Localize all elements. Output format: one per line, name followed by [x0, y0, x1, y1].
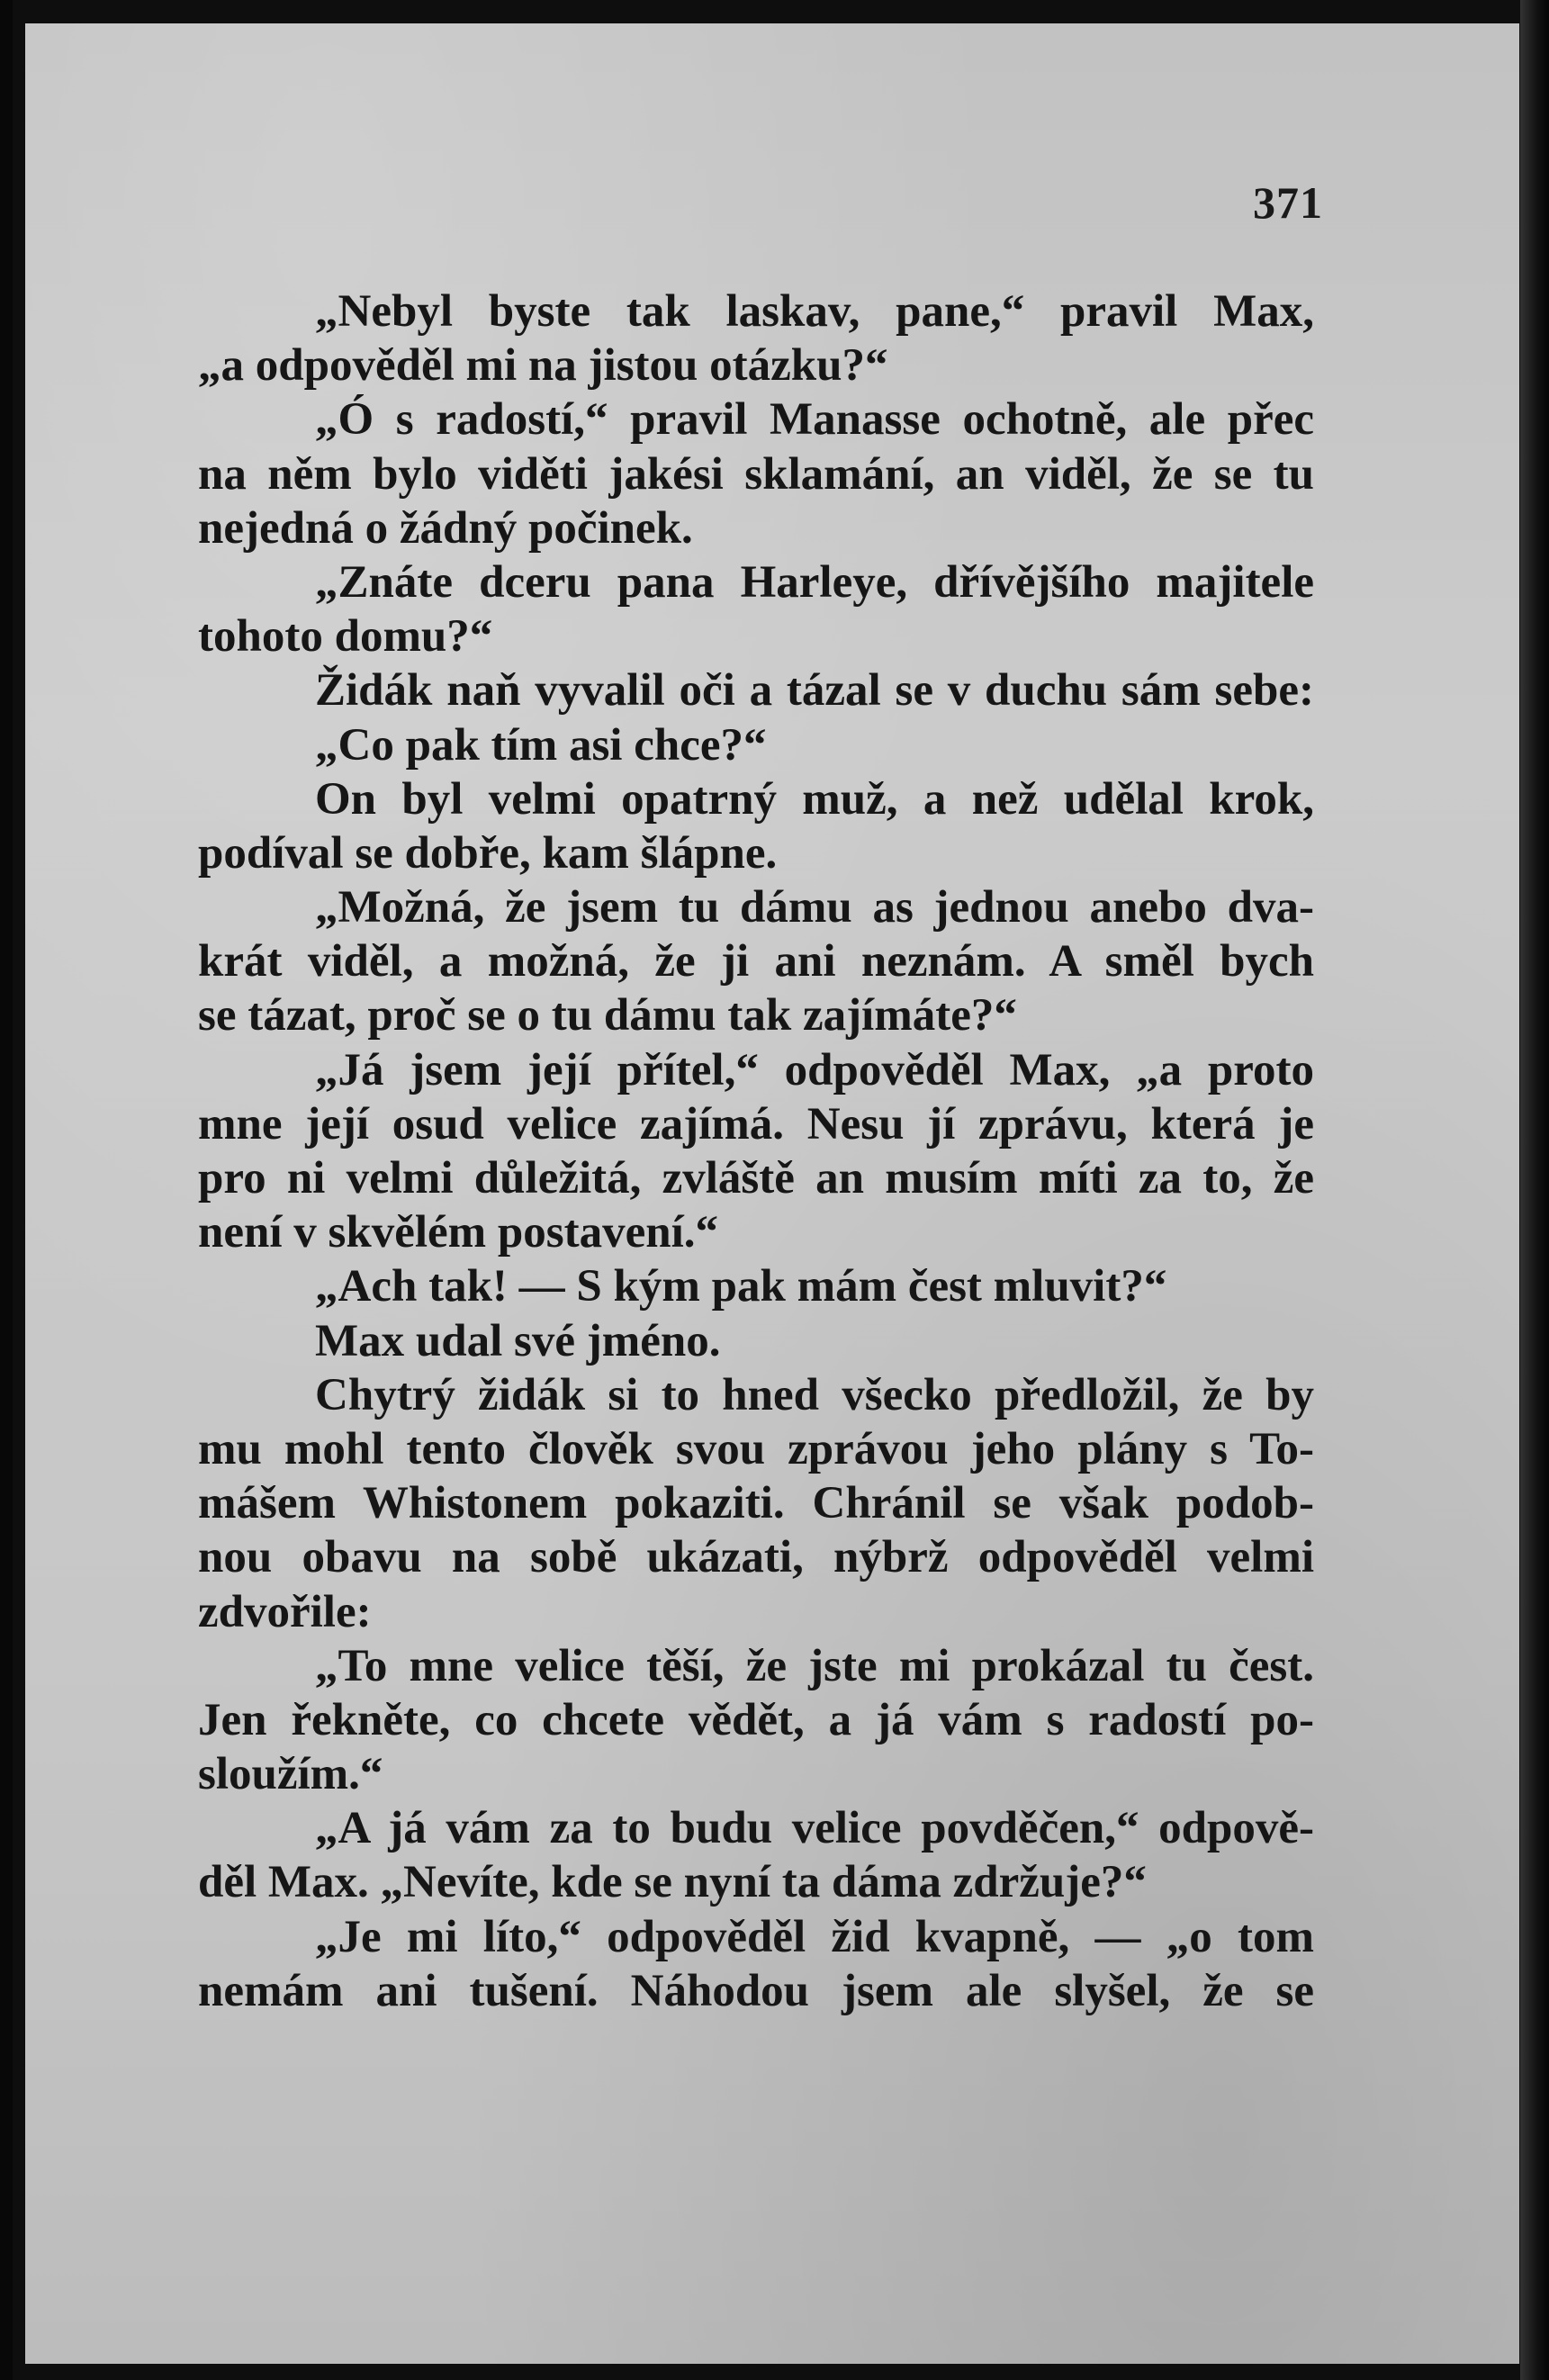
- text-line: zdvořile:: [198, 1586, 372, 1637]
- text-line: na něm bylo viděti jakési sklamání, an viděl, že se tu: [198, 448, 1314, 500]
- text-line: „To mne velice těší, že jste mi prokázal tu čest.: [315, 1640, 1314, 1691]
- scan-left-edge: [0, 0, 13, 2380]
- text-line: Jen řekněte, co chcete vědět, a já vám s radostí po-: [198, 1694, 1314, 1745]
- body-text: [198, 284, 1314, 2018]
- text-line: On byl velmi opatrný muž, a než udělal krok,: [315, 773, 1314, 825]
- text-line: podíval se dobře, kam šlápne.: [198, 827, 778, 879]
- text-line: není v skvělém postavení.“: [198, 1207, 719, 1258]
- text-line: děl Max. „Nevíte, kde se nyní ta dáma zdržuje?“: [198, 1857, 1147, 1908]
- text-line: krát viděl, a možná, že ji ani neznám. A směl bych: [198, 936, 1314, 987]
- text-line: Židák naň vyvalil oči a tázal se v duchu sám sebe:: [315, 665, 1314, 717]
- text-line: „Ach tak! — S kým pak mám čest mluvit?“: [315, 1261, 1167, 1312]
- text-line: mne její osud velice zajímá. Nesu jí zprávu, která je: [198, 1098, 1314, 1149]
- text-line: Chytrý židák si to hned všecko předložil, že by: [315, 1369, 1314, 1420]
- text-line: nejedná o žádný počinek.: [198, 502, 693, 554]
- text-line: „Nebyl byste tak laskav, pane,“ pravil Max,: [315, 286, 1314, 337]
- text-line: tohoto domu?“: [198, 611, 493, 663]
- page-number: 371: [1253, 177, 1323, 228]
- text-line: „A já vám za to budu velice povděčen,“ odpově-: [315, 1803, 1314, 1854]
- text-line: se tázat, proč se o tu dámu tak zajímáte?“: [198, 990, 1017, 1041]
- text-line: „Ó s radostí,“ pravil Manasse ochotně, ale přec: [315, 394, 1314, 446]
- scan-right-edge: [1520, 0, 1549, 2380]
- text-line: „a odpověděl mi na jistou otázku?“: [198, 340, 888, 392]
- text-line: „Je mi líto,“ odpověděl žid kvapně, — „o tom: [315, 1911, 1314, 1962]
- text-line: nou obavu na sobě ukázati, nýbrž odpověděl velmi: [198, 1532, 1314, 1583]
- text-line: Max udal své jméno.: [315, 1315, 721, 1366]
- text-line: nemám ani tušení. Náhodou jsem ale slyšel, že se: [198, 1965, 1314, 2016]
- text-line: pro ni velmi důležitá, zvláště an musím míti za to, že: [198, 1153, 1314, 1204]
- text-line: sloužím.“: [198, 1749, 383, 1800]
- text-line: mášem Whistonem pokaziti. Chránil se však podob-: [198, 1478, 1314, 1529]
- text-line: „Co pak tím asi chce?“: [315, 719, 767, 771]
- text-line: mu mohl tento člověk svou zprávou jeho plány s To-: [198, 1423, 1314, 1474]
- text-line: „Já jsem její přítel,“ odpověděl Max, „a proto: [315, 1044, 1314, 1095]
- text-line: „Možná, že jsem tu dámu as jednou anebo dva-: [315, 882, 1314, 933]
- text-line: „Znáte dceru pana Harleye, dřívějšího majitele: [315, 556, 1314, 608]
